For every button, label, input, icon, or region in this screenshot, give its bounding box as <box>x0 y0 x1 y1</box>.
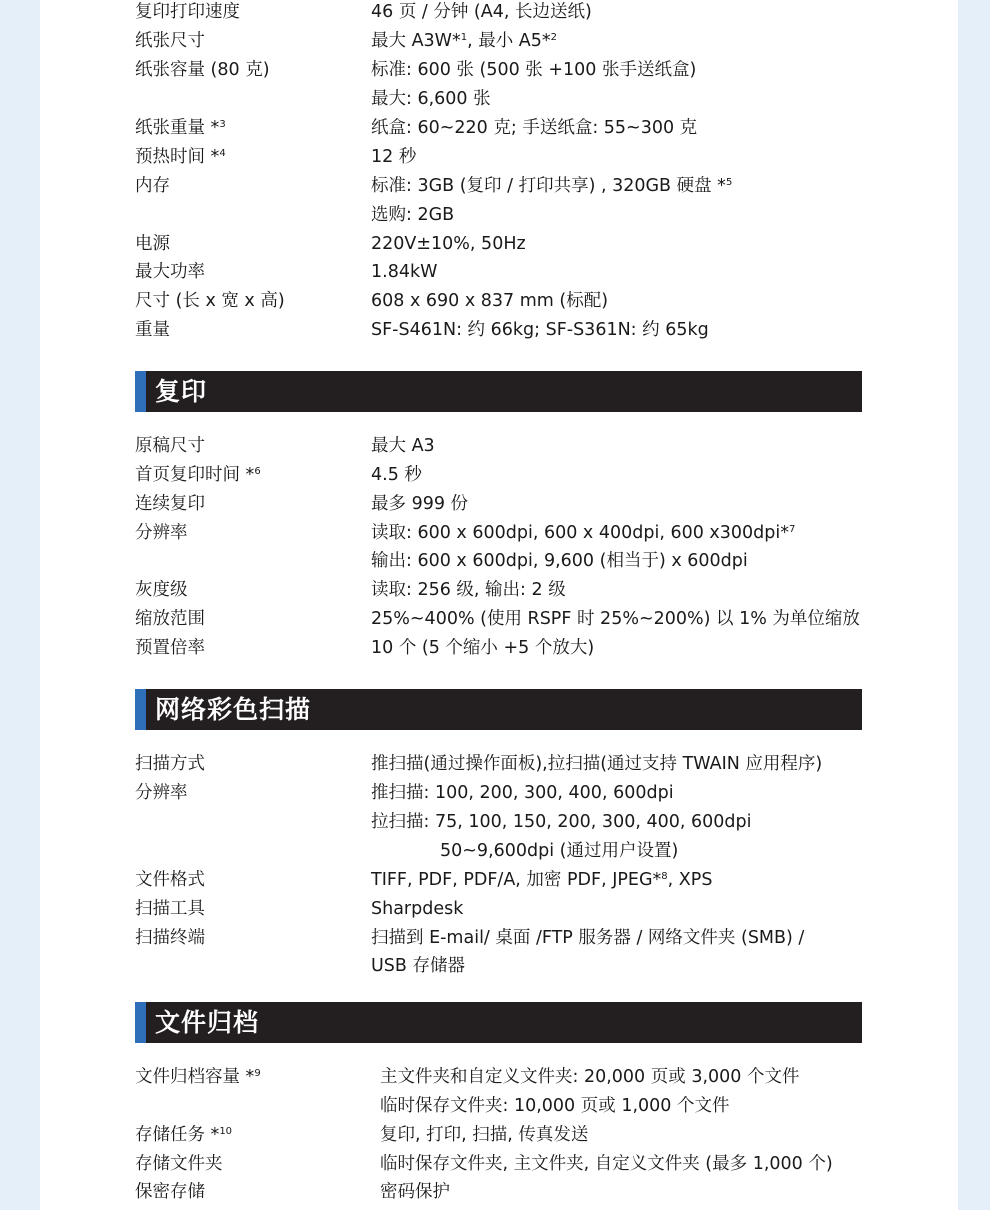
spec-value: 临时保存文件夹: 10,000 页或 1,000 个文件 <box>380 1096 730 1116</box>
spec-value: 密码保护 <box>380 1182 450 1202</box>
spec-value: TIFF, PDF, PDF/A, 加密 PDF, JPEG*$^8$, XPS <box>371 870 713 890</box>
spec-label: 尺寸 (长 x 宽 x 高) <box>135 291 285 311</box>
spec-label: 缩放范围 <box>135 609 205 629</box>
spec-label: 纸张尺寸 <box>135 31 205 51</box>
spec-value: SF-S461N: 约 66kg; SF-S361N: 约 65kg <box>371 320 709 340</box>
spec-value: 25%~400% (使用 RSPF 时 25%~200%) 以 1% 为单位缩放 <box>371 609 860 629</box>
spec-label: 预置倍率 <box>135 638 205 658</box>
section-header-copy <box>135 371 862 412</box>
section-accent <box>135 1002 146 1043</box>
spec-label: 扫描工具 <box>135 899 205 919</box>
spec-label: 复印打印速度 <box>135 2 240 22</box>
section-title: 复印 <box>155 377 208 406</box>
spec-label: 重量 <box>135 320 170 340</box>
spec-label: 扫描方式 <box>135 754 205 774</box>
spec-value: 1.84kW <box>371 262 438 282</box>
spec-label: 电源 <box>135 234 170 254</box>
spec-label: 文件格式 <box>135 870 205 890</box>
spec-label: 灰度级 <box>135 580 188 600</box>
spec-value: 推扫描: 100, 200, 300, 400, 600dpi <box>371 783 674 803</box>
spec-value: 拉扫描: 75, 100, 150, 200, 300, 400, 600dpi <box>371 812 752 832</box>
spec-value: 选购: 2GB <box>371 205 455 225</box>
spec-label: 分辨率 <box>135 523 188 543</box>
spec-value: 读取: 256 级, 输出: 2 级 <box>371 580 566 600</box>
spec-value: USB 存储器 <box>371 956 465 976</box>
spec-value: Sharpdesk <box>371 899 464 919</box>
spec-label: 存储任务 *$^{10}$ <box>135 1125 233 1145</box>
spec-label: 保密存储 <box>135 1182 205 1202</box>
spec-value: 复印, 打印, 扫描, 传真发送 <box>380 1125 589 1145</box>
spec-label: 纸张重量 *$^3$ <box>135 118 226 138</box>
spec-label: 扫描终端 <box>135 928 205 948</box>
spec-value: 最大 A3W*$^1$, 最小 A5*$^2$ <box>371 31 558 51</box>
spec-value: 220V±10%, 50Hz <box>371 234 526 254</box>
section-title: 文件归档 <box>155 1008 260 1037</box>
spec-value: 12 秒 <box>371 147 417 167</box>
spec-value: 纸盒: 60~220 克; 手送纸盒: 55~300 克 <box>371 118 698 138</box>
spec-label: 分辨率 <box>135 783 188 803</box>
spec-value: 扫描到 E-mail/ 桌面 /FTP 服务器 / 网络文件夹 (SMB) / <box>371 928 805 948</box>
spec-value: 推扫描(通过操作面板),拉扫描(通过支持 TWAIN 应用程序) <box>371 754 823 774</box>
spec-label: 存储文件夹 <box>135 1154 223 1174</box>
spec-label: 内存 <box>135 176 170 196</box>
spec-label: 连续复印 <box>135 494 205 514</box>
spec-label: 纸张容量 (80 克) <box>135 60 270 80</box>
section-accent <box>135 689 146 730</box>
section-title: 网络彩色扫描 <box>155 695 312 724</box>
spec-value: 608 x 690 x 837 mm (标配) <box>371 291 609 311</box>
spec-value: 主文件夹和自定义文件夹: 20,000 页或 3,000 个文件 <box>380 1067 800 1087</box>
spec-value: 临时保存文件夹, 主文件夹, 自定义文件夹 (最多 1,000 个) <box>380 1154 833 1174</box>
section-accent <box>135 371 146 412</box>
spec-value: 46 页 / 分钟 (A4, 长边送纸) <box>371 2 592 22</box>
spec-value: 标准: 600 张 (500 张 +100 张手送纸盒) <box>371 60 697 80</box>
spec-value: 最大 A3 <box>371 436 435 456</box>
spec-value: 最多 999 份 <box>371 494 469 514</box>
spec-value: 读取: 600 x 600dpi, 600 x 400dpi, 600 x300dpi*$^7$ <box>371 523 796 543</box>
spec-label: 文件归档容量 *$^9$ <box>135 1067 261 1087</box>
spec-value: 10 个 (5 个缩小 +5 个放大) <box>371 638 595 658</box>
spec-value: 最大: 6,600 张 <box>371 89 491 109</box>
spec-value: 标准: 3GB (复印 / 打印共享) , 320GB 硬盘 *$^5$ <box>371 176 733 196</box>
section-header-scan <box>135 689 862 730</box>
spec-label: 原稿尺寸 <box>135 436 205 456</box>
spec-label: 最大功率 <box>135 262 205 282</box>
spec-label: 预热时间 *$^4$ <box>135 147 226 167</box>
section-header-filing <box>135 1002 862 1043</box>
spec-sheet <box>40 0 958 1210</box>
spec-label: 首页复印时间 *$^6$ <box>135 465 261 485</box>
spec-value: 50~9,600dpi (通过用户设置) <box>440 841 679 861</box>
spec-value: 输出: 600 x 600dpi, 9,600 (相当于) x 600dpi <box>371 551 748 571</box>
spec-value: 4.5 秒 <box>371 465 422 485</box>
